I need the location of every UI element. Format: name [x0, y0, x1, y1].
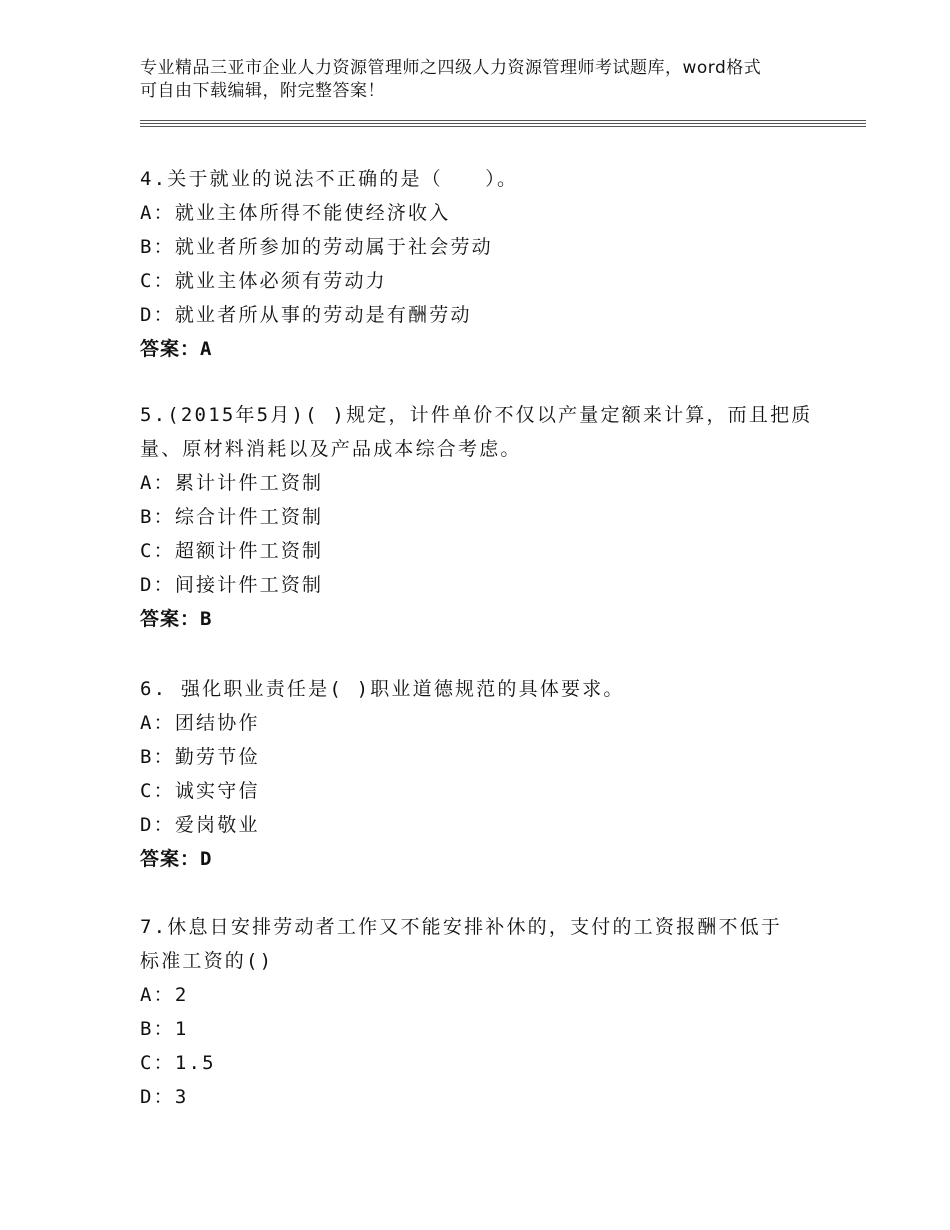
option-d: D：就业者所从事的劳动是有酬劳动	[140, 304, 472, 326]
option-d: D：间接计件工资制	[140, 574, 324, 596]
question-5	[140, 398, 820, 636]
option-a: A：团结协作	[140, 712, 260, 734]
header-divider-line	[140, 123, 866, 124]
option-b: B：就业者所参加的劳动属于社会劳动	[140, 236, 493, 258]
answer-value: D	[200, 848, 213, 870]
option-b: B：1	[140, 1018, 189, 1040]
option-a: A：就业主体所得不能使经济收入	[140, 202, 451, 224]
question-7	[140, 910, 820, 1114]
question-6	[140, 672, 820, 876]
option-d: D：爱岗敬业	[140, 814, 260, 836]
question-stem: 7.休息日安排劳动者工作又不能安排补休的，支付的工资报酬不低于	[140, 916, 783, 938]
question-stem: 4.关于就业的说法不正确的是（ ）。	[140, 168, 519, 190]
answer-label: 答案：	[140, 338, 201, 360]
answer-line	[140, 332, 820, 366]
header-divider-line	[140, 126, 866, 127]
option-c: C：1.5	[140, 1052, 216, 1074]
question-stem-continued: 量、原材料消耗以及产品成本综合考虑。	[140, 438, 522, 460]
answer-value: A	[200, 338, 213, 360]
answer-value: B	[200, 608, 213, 630]
option-c: C：诚实守信	[140, 780, 260, 802]
header-title-line-1: 专业精品三亚市企业人力资源管理师之四级人力资源管理师考试题库，word格式	[140, 58, 762, 78]
option-d: D：3	[140, 1086, 189, 1108]
option-b: B：综合计件工资制	[140, 506, 324, 528]
answer-line	[140, 602, 820, 636]
header-divider-line	[140, 120, 866, 121]
option-a: A：2	[140, 984, 189, 1006]
answer-label: 答案：	[140, 608, 201, 630]
option-c: C：超额计件工资制	[140, 540, 324, 562]
question-stem: 6. 强化职业责任是( )职业道德规范的具体要求。	[140, 678, 625, 700]
answer-label: 答案：	[140, 848, 201, 870]
question-4	[140, 162, 820, 366]
document-header	[140, 57, 840, 103]
question-stem: 5.(2015年5月)( )规定，计件单价不仅以产量定额来计算，而且把质	[140, 404, 813, 426]
header-title-line-2: 可自由下载编辑，附完整答案！	[140, 81, 385, 101]
option-c: C：就业主体必须有劳动力	[140, 270, 387, 292]
option-b: B：勤劳节俭	[140, 746, 260, 768]
answer-line	[140, 842, 820, 876]
question-stem-continued: 标准工资的()	[140, 950, 274, 972]
option-a: A：累计计件工资制	[140, 472, 324, 494]
